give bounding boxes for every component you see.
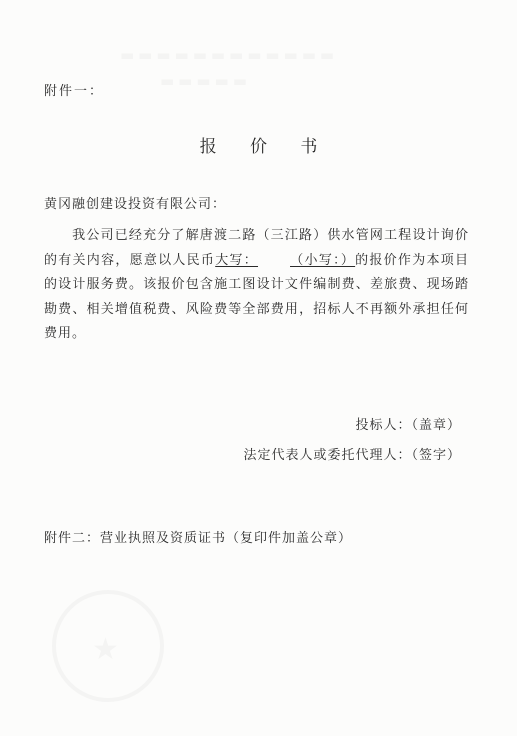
amount-daxie [215,253,355,268]
document-title: 报 价 书 [199,137,332,157]
addressee: 黄冈融创建设投资有限公司： [44,197,227,212]
annex-two-label: 附件二：营业执照及资质证书（复印件加盖公章） [44,531,353,546]
amount-xiaoxie-label: （小写：） [290,252,356,268]
annex-one-label: 附件一： [44,84,105,99]
star-icon: ★ [92,632,119,667]
bidder-signature-line: 投标人：（盖章） [355,418,461,433]
faded-seal-image [52,590,164,702]
amount-daxie-label: 大写： [215,252,259,268]
representative-signature-line: 法定代表人或委托代理人：（签字） [243,448,461,463]
quotation-body [44,224,469,347]
body-text-part1: 我公司已经充分了解唐渡二路（三江路）供水管网工程设计询价的有关内容，愿意以人民币 [44,228,469,268]
bleed-through-text: ▬▬▬▬▬ [160,72,251,90]
bleed-through-text: ▬▬▬▬▬▬▬▬▬▬▬▬ [120,46,339,64]
body-text-part2: 的报价作为本项目的设计服务费。该报价包含施工图设计文件编制费、差旅费、现场踏勘费、相关增值税费、风险费等全部费用，招标人不再额外承担任何费用。 [44,252,469,341]
